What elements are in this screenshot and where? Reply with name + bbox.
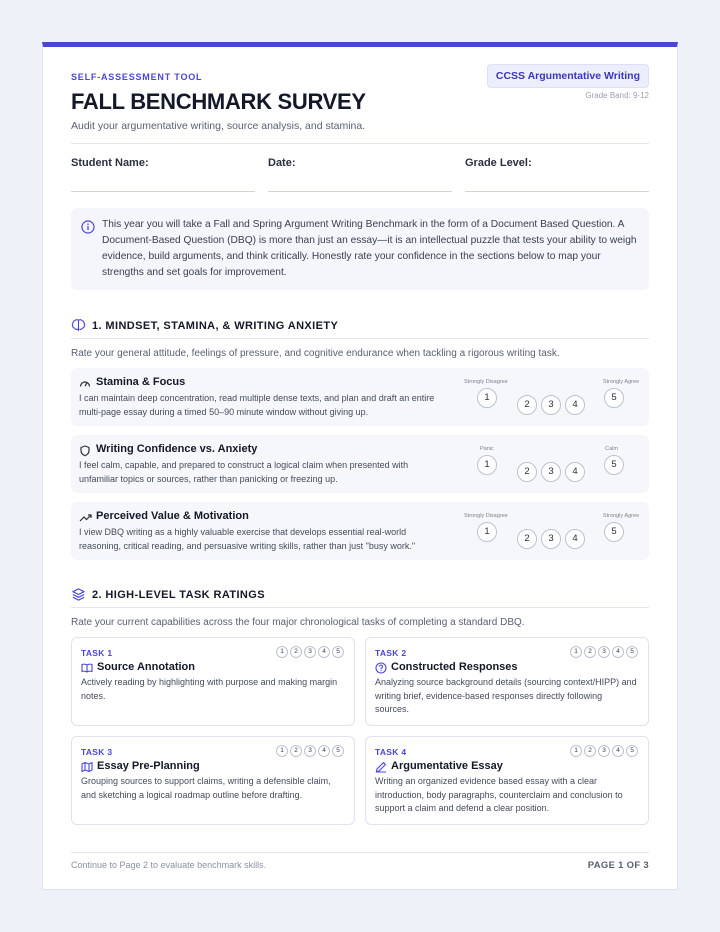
grade-level-label: Grade Level:	[465, 157, 532, 169]
rating-card-stamina	[71, 368, 649, 426]
task-rating-option-5[interactable]: 5	[332, 646, 344, 658]
anchor-low: Strongly Disagree	[464, 513, 508, 519]
section-1-description: Rate your general attitude, feelings of pressure, and cognitive endurance when tackling a rigorous writing task.	[71, 348, 560, 359]
date-field[interactable]	[268, 157, 452, 169]
task-rating-scale	[276, 646, 346, 659]
standard-badge: CCSS Argumentative Writing	[487, 64, 649, 88]
task-rating-option-1[interactable]: 1	[276, 646, 288, 658]
task-rating-option-4[interactable]: 4	[612, 745, 624, 757]
task-label: TASK 2	[375, 648, 407, 658]
task-rating-scale	[570, 745, 640, 758]
task-rating-option-5[interactable]: 5	[332, 745, 344, 757]
anchor-low: Panic	[480, 446, 494, 452]
rating-option-5[interactable]: 5	[604, 455, 624, 475]
task-label: TASK 4	[375, 747, 407, 757]
brain-icon	[71, 318, 86, 336]
task-card-essay-pre-planning	[71, 736, 355, 825]
task-card-argumentative-essay	[365, 736, 649, 825]
task-rating-option-5[interactable]: 5	[626, 646, 638, 658]
task-title: Constructed Responses	[391, 661, 518, 673]
tool-kicker: SELF-ASSESSMENT TOOL	[71, 72, 203, 82]
rating-option-2[interactable]: 2	[517, 462, 537, 482]
header-divider	[71, 143, 649, 144]
info-text: This year you will take a Fall and Spring Argument Writing Benchmark in the form of a Document Based Question. A Document-Based Question (DBQ) is more than just an essay—it is an intellectual puzzle that tests your ability to weigh evidence, build arguments, and think critically. Honestly rate your confidence in the sections below to map your strengths and set goals for improvement.	[102, 219, 637, 278]
likert-scale	[464, 368, 639, 426]
task-rating-option-1[interactable]: 1	[570, 745, 582, 757]
rating-option-5[interactable]: 5	[604, 388, 624, 408]
likert-scale	[464, 502, 639, 560]
rating-title: Stamina & Focus	[96, 376, 186, 388]
rating-option-3[interactable]: 3	[541, 395, 561, 415]
section-2-title: 2. HIGH-LEVEL TASK RATINGS	[92, 589, 265, 601]
rating-option-3[interactable]: 3	[541, 462, 561, 482]
rating-option-2[interactable]: 2	[517, 529, 537, 549]
grade-level-field[interactable]	[465, 157, 649, 169]
task-rating-option-3[interactable]: 3	[598, 646, 610, 658]
rating-card-confidence	[71, 435, 649, 493]
rating-title: Perceived Value & Motivation	[96, 510, 249, 522]
footer-divider	[71, 852, 649, 853]
layers-icon	[71, 587, 86, 605]
page-subtitle: Audit your argumentative writing, source analysis, and stamina.	[71, 120, 366, 132]
task-title: Argumentative Essay	[391, 760, 503, 772]
rating-description: I view DBQ writing as a highly valuable exercise that develops essential real-world reasoning, critical reading, and persuasive writing skills, rather than just "busy work."	[79, 527, 416, 551]
student-name-label: Student Name:	[71, 157, 149, 169]
footer-note: Continue to Page 2 to evaluate benchmark skills.	[71, 860, 267, 870]
task-description: Actively reading by highlighting with purpose and making margin notes.	[81, 677, 338, 701]
task-rating-option-2[interactable]: 2	[290, 646, 302, 658]
task-rating-option-2[interactable]: 2	[584, 646, 596, 658]
task-rating-option-3[interactable]: 3	[304, 745, 316, 757]
rating-option-3[interactable]: 3	[541, 529, 561, 549]
task-rating-option-4[interactable]: 4	[612, 646, 624, 658]
anchor-low: Strongly Disagree	[464, 379, 508, 385]
task-title: Essay Pre-Planning	[97, 760, 200, 772]
rating-description: I feel calm, capable, and prepared to construct a logical claim when presented with unfamiliar topics or sources, rather than panicking or freezing up.	[79, 460, 409, 484]
task-card-source-annotation	[71, 637, 355, 726]
anchor-high: Strongly Agree	[602, 379, 639, 385]
rating-option-1[interactable]: 1	[477, 455, 497, 475]
task-rating-option-1[interactable]: 1	[276, 745, 288, 757]
grade-band: Grade Band: 9-12	[585, 91, 649, 100]
student-name-line[interactable]	[71, 191, 255, 192]
task-rating-option-3[interactable]: 3	[598, 745, 610, 757]
task-label: TASK 3	[81, 747, 113, 757]
task-rating-scale	[276, 745, 346, 758]
task-description: Writing an organized evidence based essay with a clear introduction, body paragraphs, counterclaim and conclusion to support a claim and defend a clear position.	[375, 776, 623, 813]
section-2-description: Rate your current capabilities across the four major chronological tasks of completing a standard DBQ.	[71, 617, 525, 628]
info-box	[71, 208, 649, 290]
task-card-constructed-responses	[365, 637, 649, 726]
section-2-divider	[71, 607, 649, 608]
section-1-title: 1. MINDSET, STAMINA, & WRITING ANXIETY	[92, 320, 339, 332]
task-rating-option-4[interactable]: 4	[318, 646, 330, 658]
task-rating-option-4[interactable]: 4	[318, 745, 330, 757]
task-title: Source Annotation	[97, 661, 195, 673]
rating-description: I can maintain deep concentration, read multiple dense texts, and plan and draft an entire multi-page essay during a timed 50–90 minute window without giving up.	[79, 393, 435, 417]
rating-option-4[interactable]: 4	[565, 529, 585, 549]
rating-title: Writing Confidence vs. Anxiety	[96, 443, 258, 455]
task-label: TASK 1	[81, 648, 113, 658]
anchor-high: Calm	[605, 446, 618, 452]
task-rating-option-1[interactable]: 1	[570, 646, 582, 658]
task-rating-option-5[interactable]: 5	[626, 745, 638, 757]
task-rating-option-3[interactable]: 3	[304, 646, 316, 658]
task-description: Grouping sources to support claims, writing a defensible claim, and sketching a logical roadmap outline before drafting.	[81, 776, 331, 800]
survey-page	[42, 42, 678, 890]
info-icon	[81, 220, 95, 239]
task-rating-option-2[interactable]: 2	[290, 745, 302, 757]
grade-level-line[interactable]	[465, 191, 649, 192]
rating-option-1[interactable]: 1	[477, 388, 497, 408]
likert-scale	[464, 435, 639, 493]
task-rating-scale	[570, 646, 640, 659]
task-rating-option-2[interactable]: 2	[584, 745, 596, 757]
section-1-divider	[71, 338, 649, 339]
rating-card-motivation	[71, 502, 649, 560]
anchor-high: Strongly Agree	[602, 513, 639, 519]
rating-option-4[interactable]: 4	[565, 462, 585, 482]
date-line[interactable]	[268, 191, 452, 192]
rating-option-2[interactable]: 2	[517, 395, 537, 415]
rating-option-1[interactable]: 1	[477, 522, 497, 542]
student-name-field[interactable]	[71, 157, 255, 169]
date-label: Date:	[268, 157, 296, 169]
page-title: FALL BENCHMARK SURVEY	[71, 89, 366, 114]
page-number: PAGE 1 OF 3	[587, 860, 649, 871]
rating-option-4[interactable]: 4	[565, 395, 585, 415]
task-description: Analyzing source background details (sourcing context/HIPP) and writing brief, evidence-based responses directly following sources.	[375, 677, 637, 714]
rating-option-5[interactable]: 5	[604, 522, 624, 542]
